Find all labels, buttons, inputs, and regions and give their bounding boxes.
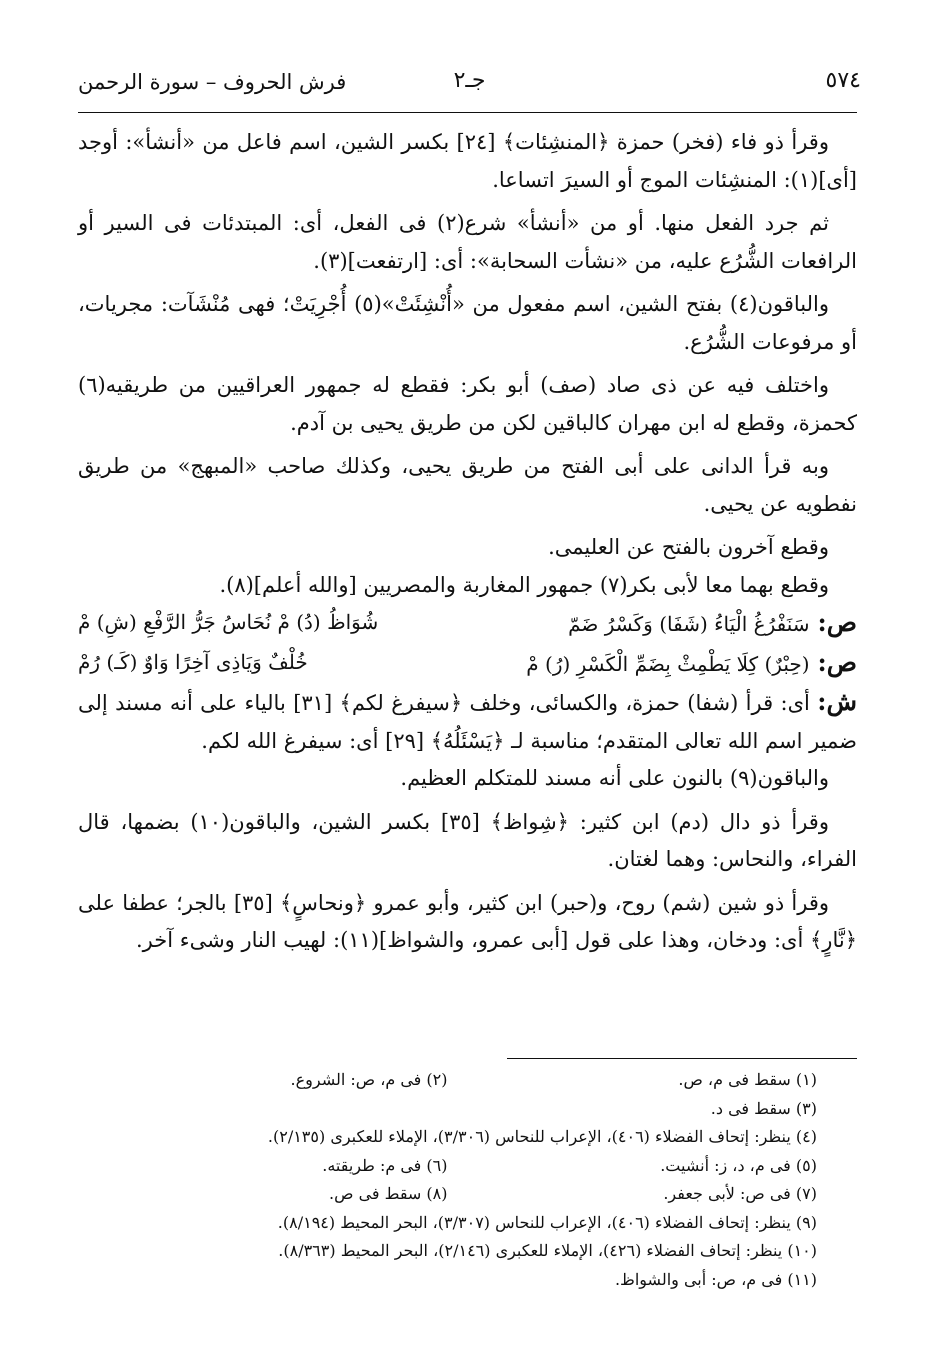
paragraph: واختلف فيه عن ذى صاد (صف) أبو بكر: فقطع له جمهور العراقيين من طريقيه(٦) كحمزة، وقطع له ابن مهران كالباقين لكن من طريق يحيى بن آدم.	[78, 373, 857, 435]
footnote: (٩) ينظر: إتحاف الفضلاء (٤٠٦)، الإعراب للنحاس (٣/٣٠٧)، البحر المحيط (٨/١٩٤).	[277, 1212, 817, 1232]
footnote-row	[78, 1209, 817, 1238]
page-number: ٥٧٤	[825, 68, 861, 93]
paragraph: والباقون(٩) بالنون على أنه مسند للمتكلم العظيم.	[400, 766, 829, 790]
footnote-row	[78, 1266, 817, 1295]
paragraph: وقرأ ذو فاء (فخر) حمزة ﴿المنشِئات﴾ [٢٤] بكسر الشين، اسم فاعل من «أنشأ»: أوجد [أى](١): المنشِئات الموج أو السيرَ اتساعا.	[78, 130, 857, 192]
verse-mark: ص:	[817, 608, 857, 637]
verse-line	[78, 604, 857, 644]
footnote-row	[78, 1095, 817, 1124]
footnote-row	[78, 1066, 817, 1095]
paragraph: وقطع بهما معا لأبى بكر(٧) جمهور المغاربة والمصريين [والله أعلم](٨).	[219, 572, 829, 597]
paragraph: ثم جرد الفعل منها. أو من «أنشأ» شرع(٢) فى الفعل، أى: المبتدئات فى السير أو الرافعات الشُّرُع عليه، من «نشأت السحابة»: أى: [ارتفعت](٣).	[78, 211, 857, 273]
footnote: (٣) سقط فى د.	[710, 1098, 817, 1118]
footnote: (٨) سقط فى ص.	[329, 1184, 448, 1203]
commentary-text: أى: قرأ (شفا) حمزة، والكسائى، وخلف ﴿سيفرغ لكم﴾ [٣١] بالياء على أنه مسند إلى ضمير اسم الله تعالى المتقدم؛ مناسبة لـ ﴿يَسْئَلُهُ﴾ [٢٩] أى: سيفرغ الله لكم.	[78, 691, 857, 753]
footnote-row	[78, 1237, 817, 1266]
footnote-divider	[507, 1058, 857, 1059]
paragraph: وبه قرأ الدانى على أبى الفتح من طريق يحيى، وكذلك صاحب «المبهج» من طريق نفطويه عن يحيى.	[78, 454, 857, 516]
footnote: (١٠) ينظر: إتحاف الفضلاء (٤٢٦)، الإملاء للعكبرى (٢/١٤٦)، البحر المحيط (٨/٣٦٣).	[278, 1241, 817, 1260]
footnote: (٧) فى ص: لأبى جعفر.	[663, 1184, 817, 1203]
verse-hemistich: سَنَفْرُغُ الْيَاءُ (شَفَا) وَكَسْرُ ضَمّ	[568, 612, 810, 636]
verse-hemistich: (حِبْرٌ) كِلَا يَطْمِثْ بِضَمِّ الْكَسْرِ (رُ) مْ	[526, 651, 810, 676]
commentary-paragraph	[78, 683, 857, 760]
paragraph: وقطع آخرون بالفتح عن العليمى.	[548, 535, 829, 559]
footnote-row	[78, 1180, 817, 1209]
footnote: (١) سقط فى م، ص.	[678, 1070, 817, 1089]
footnote: (٥) فى م، د، ز: أنشيت.	[660, 1155, 817, 1175]
paragraph: وقرأ ذو دال (دم) ابن كثير: ﴿شِواظ﴾ [٣٥] بكسر الشين، والباقون(١٠) بضمها، قال الفراء، والنحاس: وهما لغتان.	[78, 809, 857, 871]
verse-hemistich: خُلْفٌ وَيَاذِى آخِرًا وَاوٌ (كَـ) رُمْ	[78, 649, 308, 674]
running-title: فرش الحروف – سورة الرحمن	[78, 70, 347, 94]
footnote: (٦) فى م: طريقته.	[322, 1155, 448, 1175]
footnote-row	[78, 1152, 817, 1181]
page-header	[78, 68, 861, 108]
main-text	[78, 124, 857, 960]
verse-line	[78, 644, 857, 684]
header-divider	[78, 112, 857, 113]
paragraph: والباقون(٤) بفتح الشين، اسم مفعول من «أُنْشِئَتْ»(٥) أُجْرِيَتْ؛ فهى مُنْشَآت: مجريات، أو مرفوعات الشُّرُع.	[78, 292, 857, 354]
paragraph: وقرأ ذو شين (شم) روح، و(حبر) ابن كثير، وأبو عمرو ﴿ونحاسٍ﴾ [٣٥] بالجر؛ عطفا على ﴿نَّارٍ﴾ أى: ودخان، وهذا على قول [أبى عمرو، والشواظ](١١): لهيب النار وشىء آخر.	[78, 890, 857, 952]
footnote-row	[78, 1123, 817, 1152]
commentary-mark: ش:	[817, 687, 857, 716]
footnote: (٢) فى م، ص: الشروع.	[290, 1070, 448, 1089]
verse-mark: ص:	[817, 647, 857, 677]
footnote: (١١) فى م، ص: أبى والشواظ.	[614, 1269, 817, 1289]
footnotes	[78, 1066, 857, 1294]
volume-label: جـ٢	[453, 68, 486, 93]
footnote: (٤) ينظر: إتحاف الفضلاء (٤٠٦)، الإعراب للنحاس (٣/٣٠٦)، الإملاء للعكبرى (٢/١٣٥).	[267, 1127, 817, 1146]
verse-hemistich: شُوَاظُ (دُ) مْ نُحَاسُ جَرُّ الرَّفْعِ (شِ) مْ	[78, 610, 379, 634]
